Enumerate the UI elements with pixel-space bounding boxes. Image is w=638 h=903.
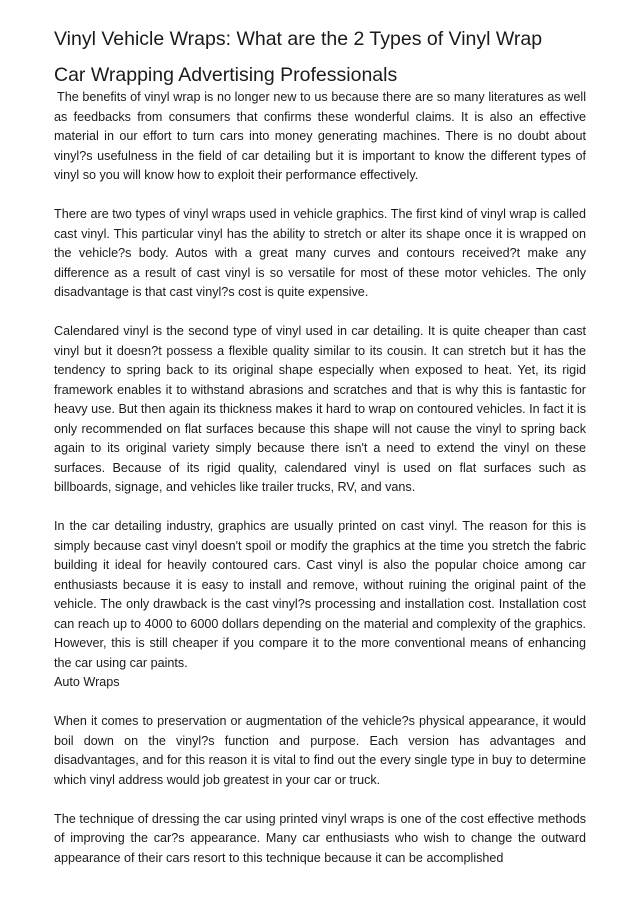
document-title: Vinyl Vehicle Wraps: What are the 2 Types of Vinyl Wrap bbox=[54, 28, 543, 50]
document-subtitle: Car Wrapping Advertising Professionals bbox=[54, 64, 398, 86]
paragraph-gap bbox=[54, 693, 586, 713]
paragraph-technique: The technique of dressing the car using printed vinyl wraps is one of the cost effective methods of improving the car?s appearance. Many car enthusiasts who wish to change the outward appearance of their cars resort to this technique because it can be accomplished bbox=[54, 811, 586, 865]
paragraph-cast-vinyl: There are two types of vinyl wraps used in vehicle graphics. The first kind of vinyl wrap is called cast vinyl. This particular vinyl has the ability to stretch or alter its shape once it is wrapped on the vehicle?s body. Autos with a great many curves and contours received?t make any difference as a result of cast vinyl is so versatile for most of these motor vehicles. The only disadvantage is that cast vinyl?s cost is quite expensive. bbox=[54, 207, 586, 299]
paragraph-intro: The benefits of vinyl wrap is no longer new to us because there are so many literatures as well as feedbacks from consumers that confirms these wonderful claims. It is also an effective material in our effort to turn cars into money generating machines. There is no doubt about vinyl?s usefulness in the field of car detailing but it is important to know the different types of vinyl so you will know how to exploit their performance effectively. bbox=[54, 90, 586, 182]
paragraph-gap bbox=[54, 498, 586, 518]
paragraph-car-detailing: In the car detailing industry, graphics are usually printed on cast vinyl. The reason for this is simply because cast vinyl doesn't spoil or modify the graphics at the time you stretch the fabric building it ideal for heavily contoured cars. Cast vinyl is also the popular choice among car enthusiasts because it is easy to install and remove, without ruining the original paint of the vehicle. The only drawback is the cast vinyl?s processing and installation cost. Installation cost can reach up to 4000 to 6000 dollars depending on the material and complexity of the graphics. However, this is still cheaper if you compare it to the more conventional means of enhancing the car using car paints. bbox=[54, 519, 586, 670]
paragraph-gap bbox=[54, 186, 586, 206]
paragraph-gap bbox=[54, 790, 586, 810]
paragraph-preservation: When it comes to preservation or augmentation of the vehicle?s physical appearance, it would boil down on the vinyl?s function and purpose. Each version has advantages and disadvantages, and for this reason it is vital to find out the every single type in buy to determine which vinyl address would job greatest in your car or truck. bbox=[54, 714, 586, 787]
auto-wraps-label: Auto Wraps bbox=[54, 675, 120, 689]
document-page bbox=[54, 26, 586, 868]
paragraph-calendared-vinyl: Calendared vinyl is the second type of vinyl used in car detailing. It is quite cheaper than cast vinyl but it doesn?t possess a flexible quality similar to its cousin. It can stretch but it has the tendency to spring back to its original shape especially when exposed to heat. Yet, its rigid framework enables it to withstand abrasions and scratches and that is why this is fantastic for heavy use. But then again its thickness makes it hard to wrap on contoured vehicles. In fact it is only recommended on flat surfaces because this shape will not cause the vinyl to spring back again to its original variety simply because there isn't a need to extend the vinyl on these surfaces. Because of its rigid quality, calendared vinyl is used on flat surfaces such as billboards, signage, and vehicles like trailer trucks, RV, and vans. bbox=[54, 324, 586, 494]
paragraph-gap bbox=[54, 303, 586, 323]
